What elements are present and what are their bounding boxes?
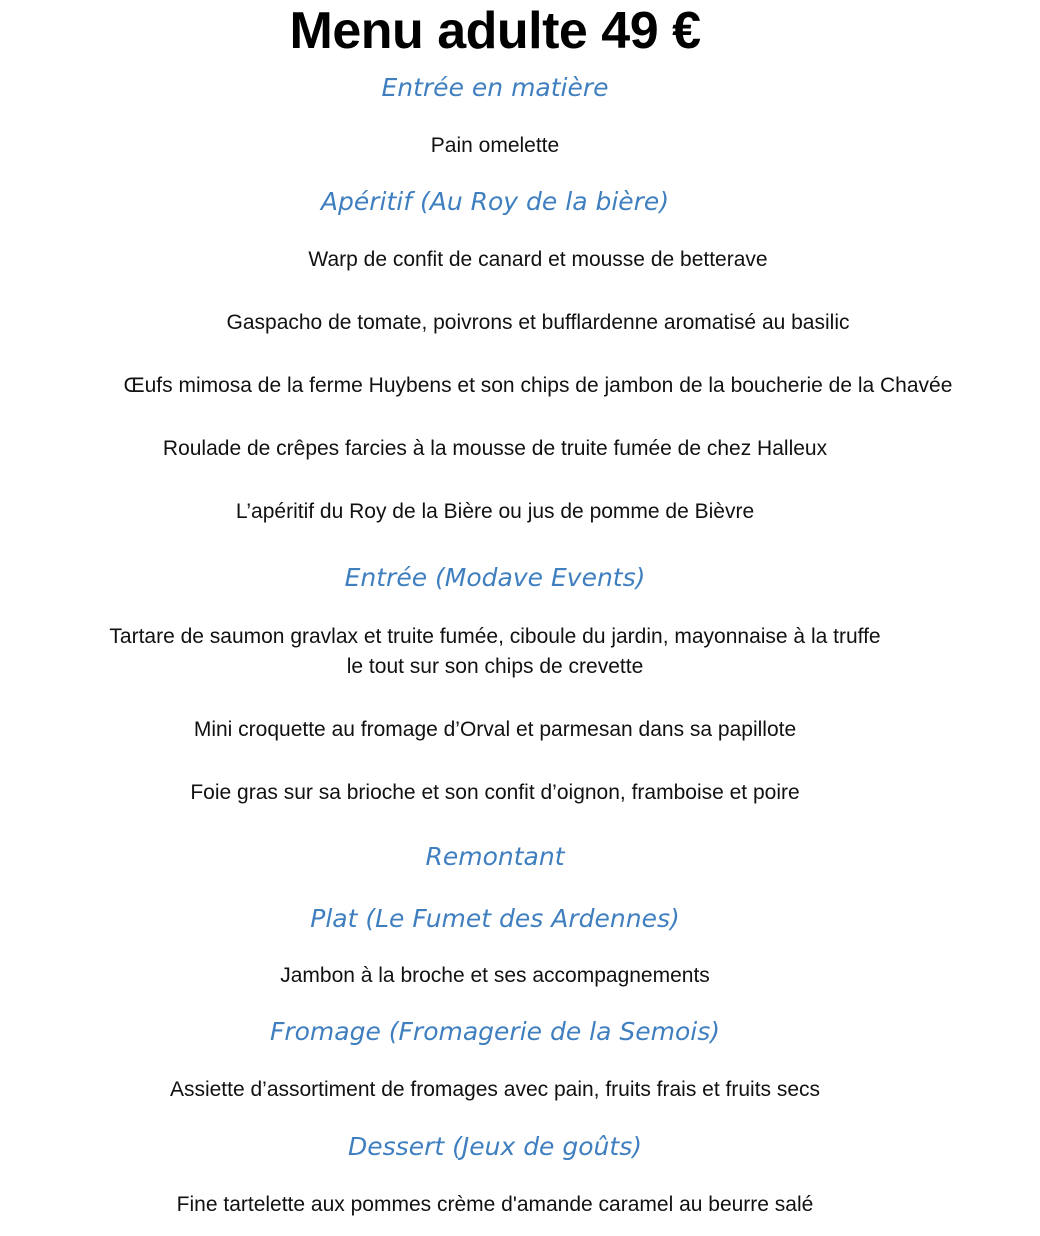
section-heading-entree: Entrée (Modave Events): [344, 563, 646, 592]
menu-item: L’apéritif du Roy de la Bière ou jus de pomme de Bièvre: [235, 500, 755, 523]
menu-item: Warp de confit de canard et mousse de betterave: [308, 248, 768, 271]
menu-item: le tout sur son chips de crevette: [346, 655, 644, 678]
menu-item: Roulade de crêpes farcies à la mousse de truite fumée de chez Halleux: [162, 437, 828, 460]
menu-item: Tartare de saumon gravlax et truite fumée, ciboule du jardin, mayonnaise à la truffe: [109, 625, 881, 648]
menu-item: Jambon à la broche et ses accompagnements: [280, 964, 710, 987]
section-heading-aperitif: Apéritif (Au Roy de la bière): [320, 187, 670, 216]
menu-item: Assiette d’assortiment de fromages avec pain, fruits frais et fruits secs: [169, 1078, 821, 1101]
menu-item: Foie gras sur sa brioche et son confit d’oignon, framboise et poire: [190, 781, 800, 804]
menu-title: Menu adulte 49 €: [289, 2, 701, 60]
section-heading-fromage: Fromage (Fromagerie de la Semois): [269, 1017, 721, 1046]
menu-item: Pain omelette: [430, 134, 560, 157]
menu-item: Œufs mimosa de la ferme Huybens et son chips de jambon de la boucherie de la Chavée: [123, 374, 953, 397]
section-heading-entree-en-matiere: Entrée en matière: [381, 73, 609, 102]
section-heading-plat: Plat (Le Fumet des Ardennes): [310, 904, 680, 933]
menu-item: Mini croquette au fromage d’Orval et parmesan dans sa papillote: [193, 718, 797, 741]
section-heading-dessert: Dessert (Jeux de goûts): [348, 1132, 642, 1161]
menu-item: Gaspacho de tomate, poivrons et bufflardenne aromatisé au basilic: [226, 311, 850, 334]
menu-item: Fine tartelette aux pommes crème d'amande caramel au beurre salé: [176, 1193, 814, 1216]
section-heading-remontant: Remontant: [425, 842, 565, 871]
